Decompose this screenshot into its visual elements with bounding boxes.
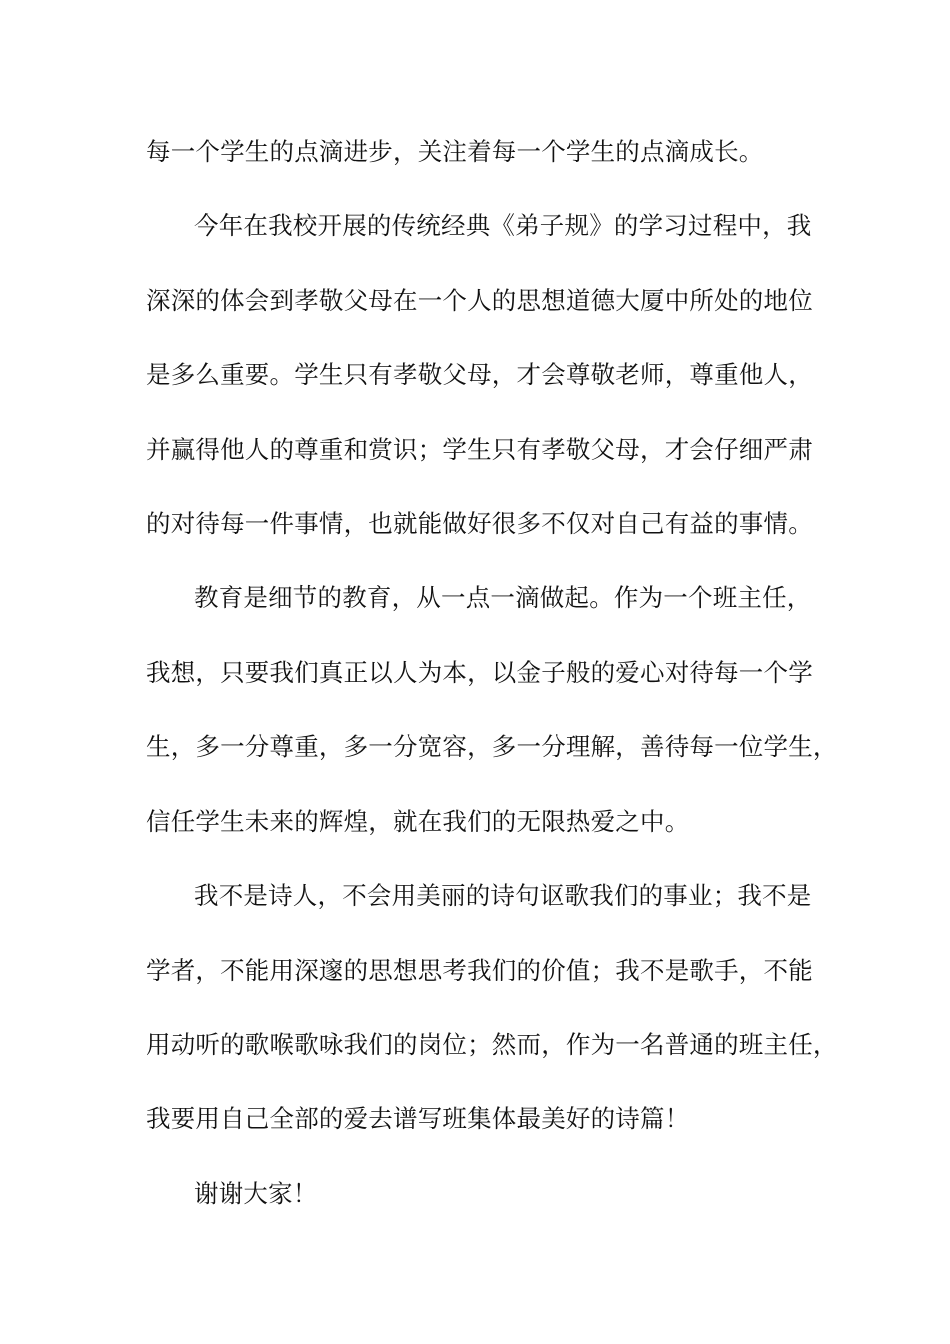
text-line: 学者，不能用深邃的思想思考我们的价值；我不是歌手，不能	[146, 956, 813, 985]
paragraph-first-line: 我不是诗人，不会用美丽的诗句讴歌我们的事业；我不是	[194, 881, 812, 910]
text-line: 我想，只要我们真正以人为本，以金子般的爱心对待每一个学	[146, 658, 813, 687]
paragraph-first-line: 今年在我校开展的传统经典《弟子规》的学习过程中，我	[194, 211, 812, 240]
text-line: 是多么重要。学生只有孝敬父母，才会尊敬老师，尊重他人，	[146, 360, 813, 389]
text-line: 的对待每一件事情，也就能做好很多不仅对自己有益的事情。	[146, 509, 813, 538]
text-line: 每一个学生的点滴进步，关注着每一个学生的点滴成长。	[146, 137, 764, 166]
text-line: 用动听的歌喉歌咏我们的岗位；然而，作为一名普通的班主任，	[146, 1030, 838, 1059]
text-line: 生，多一分尊重，多一分宽容，多一分理解，善待每一位学生，	[146, 732, 838, 761]
text-line: 我要用自己全部的爱去谱写班集体最美好的诗篇！	[146, 1104, 690, 1133]
text-line: 信任学生未来的辉煌，就在我们的无限热爱之中。	[146, 807, 690, 836]
paragraph-first-line: 教育是细节的教育，从一点一滴做起。作为一个班主任，	[194, 583, 812, 612]
text-line: 并赢得他人的尊重和赏识；学生只有孝敬父母，才会仔细严肃	[146, 435, 813, 464]
text-line: 深深的体会到孝敬父母在一个人的思想道德大厦中所处的地位	[146, 286, 813, 315]
closing-line: 谢谢大家！	[194, 1179, 318, 1208]
